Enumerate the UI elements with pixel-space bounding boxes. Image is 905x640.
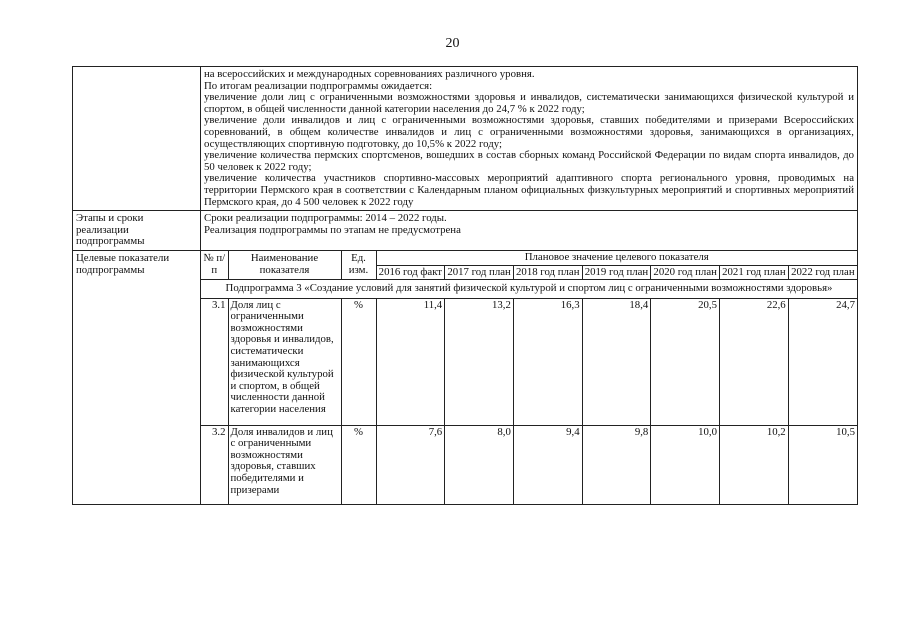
goals-label-cell <box>73 67 201 211</box>
header-num: № п/п <box>201 251 228 280</box>
indicator-value: 10,0 <box>651 425 720 504</box>
page-number: 20 <box>445 36 460 51</box>
passport-table <box>72 66 858 505</box>
indicator-value: 9,4 <box>513 425 582 504</box>
indicator-value: 11,4 <box>376 298 445 425</box>
indicator-value: 20,5 <box>651 298 720 425</box>
goals-paragraph: По итогам реализации подпрограммы ожидается: <box>204 79 433 92</box>
subprogram-title: Подпрограмма 3 «Создание условий для занятий физической культурой и спортом лиц с ограниченными возможностями здоровья» <box>201 280 857 299</box>
goals-paragraph: на всероссийских и международных соревнованиях различного уровня. <box>204 68 535 80</box>
stages-line: Сроки реализации подпрограммы: 2014 – 2022 годы. <box>204 212 447 225</box>
indicator-value: 24,7 <box>788 298 857 425</box>
indicator-value: 16,3 <box>513 298 582 425</box>
header-year: 2016 год факт <box>376 265 445 280</box>
header-year: 2017 год план <box>445 265 514 280</box>
goals-paragraph: увеличение доли лиц с ограниченными возможностями здоровья и инвалидов, систематически занимающихся физической культурой и спортом, в общей численности данной категории населения до 24,7 % к 2022 году; <box>204 91 854 115</box>
indicators-header-row <box>201 251 857 265</box>
stages-row <box>73 211 858 251</box>
indicator-value: 8,0 <box>445 425 514 504</box>
stages-text-cell <box>201 211 858 251</box>
header-name: Наименование показателя <box>228 251 341 280</box>
stages-line: Реализация подпрограммы по этапам не предусмотрена <box>204 223 461 236</box>
indicator-row <box>201 298 857 425</box>
stages-label: Этапы и сроки реализации подпрограммы <box>73 211 201 251</box>
indicator-unit: % <box>341 425 376 504</box>
goals-paragraph: увеличение количества пермских спортсменов, вошедших в состав сборных команд Российской Федерации по видам спорта инвалидов, до 50 человек к 2022 году; <box>204 149 854 173</box>
goals-row <box>73 67 858 211</box>
header-year: 2019 год план <box>582 265 651 280</box>
indicator-name: Доля лиц с ограниченными возможностями здоровья и инвалидов, систематически занимающихся физической культурой и спортом, в общей численности данной категории населения <box>228 298 341 425</box>
indicators-cell <box>201 250 858 504</box>
indicator-value: 10,2 <box>720 425 789 504</box>
indicator-value: 22,6 <box>720 298 789 425</box>
indicators-table <box>201 251 857 504</box>
header-year: 2021 год план <box>720 265 789 280</box>
subprogram-title-row <box>201 280 857 299</box>
header-year: 2022 год план <box>788 265 857 280</box>
indicator-value: 13,2 <box>445 298 514 425</box>
indicator-value: 7,6 <box>376 425 445 504</box>
goals-text-cell <box>201 67 858 211</box>
indicators-label: Целевые показатели подпрограммы <box>73 250 201 504</box>
indicators-row <box>73 250 858 504</box>
indicator-value: 9,8 <box>582 425 651 504</box>
goals-paragraph: увеличение доли инвалидов и лиц с ограниченными возможностями здоровья, ставших победителями и призерами Всероссийских соревнований, в общем количестве инвалидов и лиц с ограниченными возможностями здоровья, занимающихся в организациях, осуществляющих спортивную подготовку, до 10,5% к 2022 году; <box>204 114 854 150</box>
goals-paragraph: увеличение количества участников спортивно-массовых мероприятий адаптивного спорта регионального уровня, проводимых на территории Пермского края в соответствии с Календарным планом официальных физкультурных мероприятий и спортивных мероприятий Пермского края, до 4 500 человек к 2022 году <box>204 172 854 208</box>
indicator-num: 3.1 <box>201 298 228 425</box>
indicator-value: 10,5 <box>788 425 857 504</box>
indicator-row <box>201 425 857 504</box>
header-unit: Ед. изм. <box>341 251 376 280</box>
header-planned: Плановое значение целевого показателя <box>376 251 857 265</box>
indicator-num: 3.2 <box>201 425 228 504</box>
indicator-value: 18,4 <box>582 298 651 425</box>
indicator-unit: % <box>341 298 376 425</box>
header-year: 2020 год план <box>651 265 720 280</box>
indicator-name: Доля инвалидов и лиц с ограниченными возможностями здоровья, ставших победителями и призерами <box>228 425 341 504</box>
header-year: 2018 год план <box>513 265 582 280</box>
